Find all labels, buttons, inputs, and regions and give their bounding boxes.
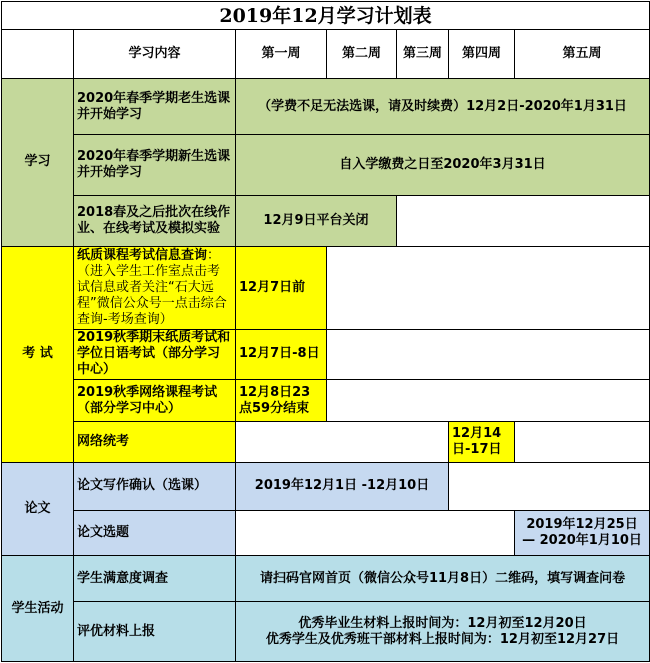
activity-row-2-content: 评优材料上报: [74, 602, 236, 662]
activity-row-2-schedule-line2: 优秀学生及优秀班干部材料上报时间为：12月初至12月27日: [265, 631, 620, 647]
exam-row-4-schedule: 12月14日-17日: [449, 422, 515, 463]
thesis-row-1: [2, 462, 650, 510]
study-row-3-empty: [397, 195, 650, 246]
exam-row-4-empty-left: [236, 422, 449, 463]
header-week2: 第二周: [327, 30, 397, 79]
exam-row-1-content-detail: ：（进入学生工作室点击考试信息或者关注“石大远程”微信公众号一点击综合查询-考场查询）: [77, 247, 227, 327]
exam-row-3-empty: [327, 379, 650, 422]
activity-row-1: [2, 556, 650, 602]
category-exam: 考 试: [2, 246, 74, 462]
study-row-2-content: 2020年春季学期新生选课并开始学习: [74, 135, 236, 196]
study-row-3-schedule: 12月9日平台关闭: [236, 195, 397, 246]
study-row-3-content: 2018春及之后批次在线作业、在线考试及模拟实验: [74, 195, 236, 246]
header-week4: 第四周: [449, 30, 515, 79]
exam-row-4-empty-right: [515, 422, 650, 463]
study-row-2: [2, 135, 650, 196]
activity-row-2: [2, 602, 650, 662]
exam-row-4: [2, 422, 650, 463]
thesis-row-2-content: 论文选题: [74, 510, 236, 556]
study-row-1: [2, 79, 650, 135]
study-plan-table: [1, 1, 650, 662]
exam-row-3: [2, 379, 650, 422]
header-blank: [2, 30, 74, 79]
header-row: [2, 30, 650, 79]
header-week1: 第一周: [236, 30, 327, 79]
category-activity: 学生活动: [2, 556, 74, 662]
study-row-1-schedule: （学费不足无法选课，请及时续费）12月2日-2020年1月31日: [236, 79, 650, 135]
exam-row-4-content: 网络统考: [74, 422, 236, 463]
header-content: 学习内容: [74, 30, 236, 79]
exam-row-3-schedule: 12月8日23点59分结束: [236, 379, 327, 422]
exam-row-2: [2, 329, 650, 379]
thesis-row-1-content: 论文写作确认（选课）: [74, 462, 236, 510]
exam-row-1-schedule: 12月7日前: [236, 246, 327, 329]
category-study: 学习: [2, 79, 74, 247]
exam-row-1-empty: [327, 246, 650, 329]
header-week3: 第三周: [397, 30, 449, 79]
exam-row-1-content-title: 纸质课程考试信息查询: [77, 247, 208, 263]
activity-row-1-content: 学生满意度调查: [74, 556, 236, 602]
category-thesis: 论文: [2, 462, 74, 555]
study-row-3: [2, 195, 650, 246]
study-row-2-schedule: 自入学缴费之日至2020年3月31日: [236, 135, 650, 196]
title-row: [2, 2, 650, 30]
activity-row-2-schedule: [236, 602, 650, 662]
thesis-row-2: [2, 510, 650, 556]
page-title: 2019年12月学习计划表: [2, 2, 650, 30]
activity-row-2-schedule-line1: 优秀毕业生材料上报时间为：12月初至12月20日: [298, 615, 587, 631]
thesis-row-1-empty: [449, 462, 650, 510]
activity-row-1-schedule: 请扫码官网首页（微信公众号11月8日）二维码，填写调查问卷: [236, 556, 650, 602]
thesis-row-1-schedule: 2019年12月1日 -12月10日: [236, 462, 449, 510]
exam-row-2-schedule: 12月7日-8日: [236, 329, 327, 379]
exam-row-2-content: 2019秋季期末纸质考试和学位日语考试（部分学习中心）: [74, 329, 236, 379]
exam-row-1-content: [74, 246, 236, 329]
header-week5: 第五周: [515, 30, 650, 79]
exam-row-2-empty: [327, 329, 650, 379]
study-row-1-content: 2020年春季学期老生选课并开始学习: [74, 79, 236, 135]
exam-row-3-content: 2019秋季网络课程考试（部分学习中心）: [74, 379, 236, 422]
thesis-row-2-empty: [236, 510, 515, 556]
exam-row-1: [2, 246, 650, 329]
thesis-row-2-schedule: 2019年12月25日 — 2020年1月10日: [515, 510, 650, 556]
